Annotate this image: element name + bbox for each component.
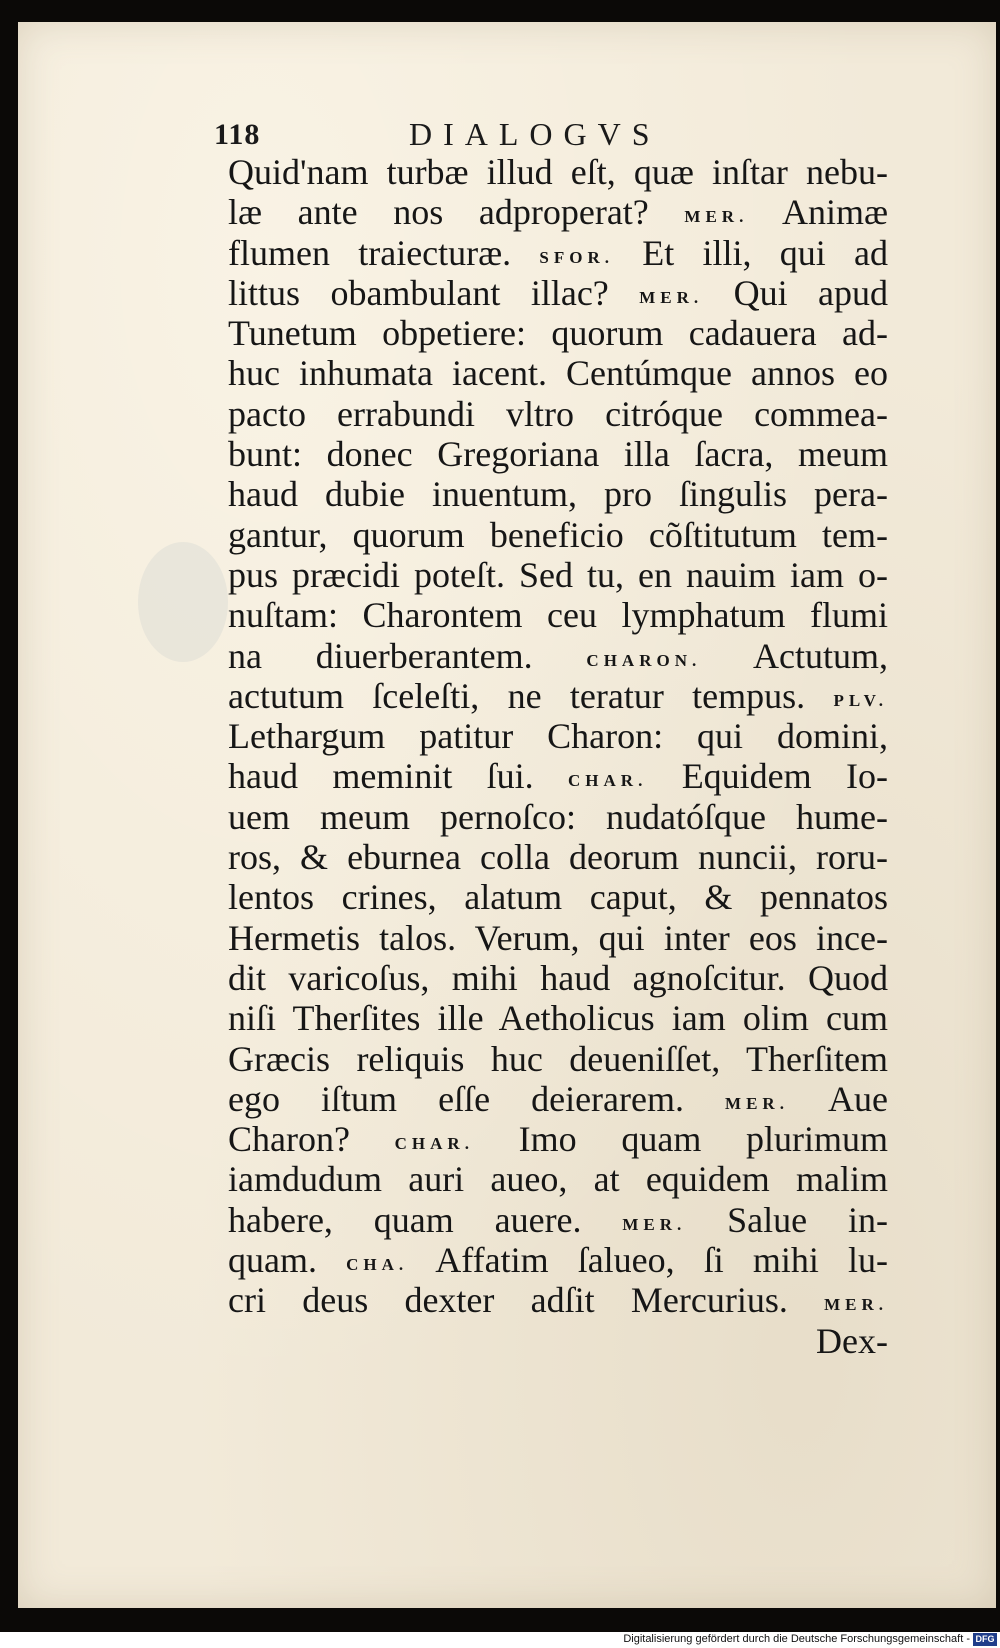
speaker-label: CHA. — [346, 1255, 409, 1275]
paper-stain — [138, 542, 228, 662]
text-line — [228, 716, 888, 756]
line-text: haud meminit ſui. — [228, 756, 569, 797]
footer-bar — [0, 1632, 1000, 1648]
text-line — [228, 797, 888, 837]
speaker-label: MER. — [824, 1295, 888, 1315]
page-number: 118 — [214, 118, 261, 151]
text-line — [228, 192, 888, 232]
line-text: læ ante nos adproperat? — [228, 192, 685, 233]
speaker-label: CHARON. — [586, 650, 702, 670]
line-text: iamdudum auri aueo, at equidem malim — [228, 1159, 888, 1200]
line-text: haud dubie inuentum, pro ſingulis pera- — [228, 474, 888, 515]
text-line — [228, 1200, 888, 1240]
line-text: quam. — [228, 1240, 347, 1281]
line-text: bunt: donec Gregoriana illa ſacra, meum — [228, 434, 888, 475]
text-line — [228, 515, 888, 555]
text-line — [228, 1119, 888, 1159]
speaker-label: CHAR. — [568, 771, 648, 791]
line-text: nuſtam: Charontem ceu lymphatum flumi — [228, 595, 888, 636]
line-text: Imo quam plurimum — [473, 1119, 888, 1160]
line-text: Lethargum patitur Charon: qui domini, — [228, 716, 888, 757]
text-line — [228, 918, 888, 958]
line-text: Græcis reliquis huc deueniſſet, Therſitem — [228, 1038, 888, 1079]
line-text: gantur, quorum beneficio cõſtitutum tem- — [228, 514, 888, 555]
line-text: Salue in- — [686, 1199, 888, 1240]
speaker-label: MER. — [639, 287, 704, 307]
line-text: dit varicoſus, mihi haud agnoſcitur. Quod — [228, 957, 888, 998]
line-text: pus præcidi poteſt. Sed tu, en nauim iam o- — [228, 554, 888, 595]
speaker-label: MER. — [725, 1093, 789, 1113]
text-line — [228, 1079, 888, 1119]
running-head: DIALOGVS — [409, 116, 661, 152]
line-text: ros, & eburnea colla deorum nuncii, roru- — [228, 837, 888, 878]
text-line — [228, 555, 888, 595]
line-text: Affatim ſalueo, ſi mihi lu- — [408, 1240, 888, 1281]
text-line — [228, 837, 888, 877]
line-text: na diuerberantem. — [228, 635, 587, 676]
text-line — [228, 233, 888, 273]
line-text: littus obambulant illac? — [228, 272, 640, 313]
text-line — [228, 313, 888, 353]
line-text: flumen traiecturæ. — [228, 232, 540, 273]
text-line — [228, 877, 888, 917]
line-text: actutum ſceleſti, ne teratur tempus. — [228, 675, 834, 716]
line-text: Quid'nam turbæ illud eſt, quæ inſtar nebu- — [228, 152, 888, 192]
text-block — [228, 152, 888, 1361]
line-text: Equidem Io- — [647, 756, 888, 797]
funding-credit: Digitalisierung gefördert durch die Deutsche Forschungsgemeinschaft - — [623, 1633, 970, 1645]
text-line — [228, 958, 888, 998]
text-line — [228, 353, 888, 393]
line-text: Animæ — [748, 192, 889, 233]
line-text: habere, quam auere. — [228, 1199, 623, 1240]
text-line — [228, 1240, 888, 1280]
line-text: pacto errabundi vltro citróque commea- — [228, 393, 888, 434]
line-text: uem meum pernoſco: nudatóſque hume- — [228, 796, 888, 837]
text-line — [228, 394, 888, 434]
text-line — [228, 152, 888, 192]
line-text: Hermetis talos. Verum, qui inter eos ince- — [228, 917, 888, 958]
speaker-label: PLV. — [833, 690, 888, 710]
text-line — [228, 636, 888, 676]
text-line — [228, 1039, 888, 1079]
text-line — [228, 434, 888, 474]
line-text: huc inhumata iacent. Centúmque annos eo — [228, 353, 888, 394]
text-line — [228, 595, 888, 635]
text-line — [228, 1280, 888, 1320]
line-text: Qui apud — [703, 272, 889, 313]
line-text: cri deus dexter adſit Mercurius. — [228, 1280, 825, 1321]
text-line — [228, 273, 888, 313]
line-text: ego iſtum eſſe deierarem. — [228, 1078, 726, 1119]
speaker-label: MER. — [684, 207, 749, 227]
speaker-label: SFOR. — [539, 247, 614, 267]
speaker-label: MER. — [622, 1214, 687, 1234]
text-line — [228, 474, 888, 514]
line-text: Et illi, qui ad — [614, 232, 888, 273]
line-text: niſi Therſites ille Aetholicus iam olim cum — [228, 998, 888, 1039]
text-line — [228, 1159, 888, 1199]
text-line — [228, 756, 888, 796]
text-line — [228, 998, 888, 1038]
dfg-logo: DFG — [973, 1633, 997, 1646]
catchword: Dex- — [816, 1320, 888, 1361]
line-text: Charon? — [228, 1119, 395, 1160]
text-line — [228, 676, 888, 716]
speaker-label: CHAR. — [394, 1134, 474, 1154]
line-text: Aue — [788, 1078, 888, 1119]
line-text: Tunetum obpetiere: quorum cadauera ad- — [228, 313, 888, 354]
line-text: Actutum, — [701, 635, 889, 676]
line-text: lentos crines, alatum caput, & pennatos — [228, 877, 888, 918]
